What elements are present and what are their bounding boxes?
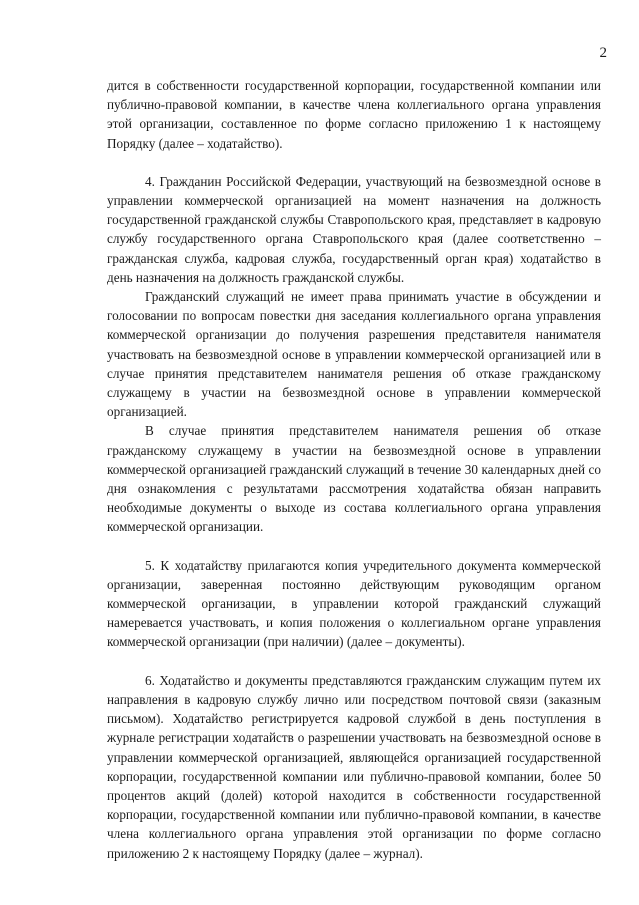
document-body bbox=[107, 76, 601, 863]
paragraph-item-4: 4. Гражданин Российской Федерации, участвующий на безвозмездной основе в управлении коммерческой организацией на момент назначения на должность государственной гражданской службы Ставропольского края, представляет в кадровую службу государственного органа Ставропольского края (далее соответственно – гражданская служба, кадровая служба, государственный орган края) ходатайство в день назначения на должность гражданской службы. bbox=[107, 173, 601, 285]
paragraph-item-6: 6. Ходатайство и документы представляются гражданским служащим путем их направления в кадровую службу лично или посредством почтовой связи (заказным письмом). Ходатайство регистрируется кадровой службой в день поступления в журнале регистрации ходатайств о разрешении участвовать на безвозмездной основе в управлении коммерческой организацией, являющейся организацией государственной корпорации, государственной компании или публично-правовой компании, более 50 процентов акций (долей) которой находится в собственности государственной корпорации, государственной компании или публично-правовой компании, в качестве члена коллегиального органа управления этой организации по форме согласно приложению 2 к настоящему Порядку (далее – журнал). bbox=[107, 672, 601, 861]
paragraph-item-5: 5. К ходатайству прилагаются копия учредительного документа коммерческой организации, заверенная постоянно действующим руководящим органом коммерческой организации, в управлении которой гражданский служащий намеревается участвовать, и копия положения о коллегиальном органе управления коммерческой организации (при наличии) (далее – документы). bbox=[107, 557, 601, 650]
paragraph-item-4-restriction: Гражданский служащий не имеет права принимать участие в обсуждении и голосовании по вопросам повестки дня заседания коллегиального органа управления коммерческой организации до получения разрешения представителя нанимателя участвовать на безвозмездной основе в управлении коммерческой организацией или в случае принятия представителем нанимателя решения об отказе гражданскому служащему в участии на безвозмездной основе в управлении коммерческой организацией. bbox=[107, 289, 601, 420]
page-number: 2 bbox=[599, 45, 607, 61]
paragraph-item-4-refusal: В случае принятия представителем нанимателя решения об отказе гражданскому служащему в участии на безвозмездной основе в управлении коммерческой организацией гражданский служащий в течение 30 календарных дней со дня ознакомления с результатами рассмотрения ходатайства обязан направить необходимые документы о выходе из состава коллегиального органа управления коммерческой организации. bbox=[107, 423, 601, 535]
paragraph-continuation: дится в собственности государственной корпорации, государственной компании или публично-правовой компании, в качестве члена коллегиального органа управления этой организации, составленное по форме согласно приложению 1 к настоящему Порядку (далее – ходатайство). bbox=[107, 78, 601, 151]
